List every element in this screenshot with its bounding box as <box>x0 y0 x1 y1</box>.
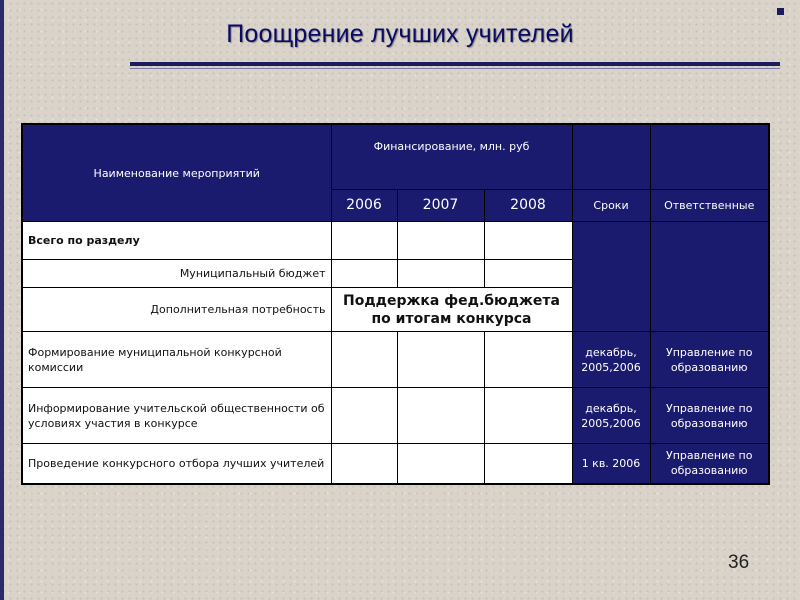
table-row-selection <box>22 444 769 484</box>
cell-total-2006 <box>331 222 397 260</box>
cell-commission-deadline: декабрь, 2005,2006 <box>572 332 650 388</box>
table-header-row <box>22 124 769 189</box>
title-underline <box>130 62 780 66</box>
cell-informing-responsible: Управление по образованию <box>650 388 769 444</box>
left-accent-bar <box>0 0 4 600</box>
header-name: Наименование мероприятий <box>22 124 331 222</box>
table-row-informing <box>22 388 769 444</box>
cell-total-2008 <box>484 222 572 260</box>
cell-selection-2006 <box>331 444 397 484</box>
corner-square <box>777 8 784 15</box>
header-year-2006: 2006 <box>331 189 397 221</box>
table-row-commission <box>22 332 769 388</box>
events-table <box>21 123 770 485</box>
row-total-label: Всего по разделу <box>22 222 331 260</box>
cell-municipal-2008 <box>484 260 572 288</box>
title-underline-thin <box>130 68 780 69</box>
header-responsible: Ответственные <box>650 189 769 221</box>
cell-responsible-merged <box>650 222 769 332</box>
cell-selection-2007 <box>397 444 484 484</box>
header-empty-2 <box>650 124 769 189</box>
slide-title: Поощрение лучших учителей <box>226 20 574 48</box>
cell-informing-2006 <box>331 388 397 444</box>
row-municipal-label: Муниципальный бюджет <box>22 260 331 288</box>
cell-informing-deadline: декабрь, 2005,2006 <box>572 388 650 444</box>
cell-informing-2007 <box>397 388 484 444</box>
header-deadlines: Сроки <box>572 189 650 221</box>
cell-selection-2008 <box>484 444 572 484</box>
row-additional-label: Дополнительная потребность <box>22 288 331 332</box>
support-note: Поддержка фед.бюджета по итогам конкурса <box>331 288 572 332</box>
cell-commission-2007 <box>397 332 484 388</box>
header-empty-1 <box>572 124 650 189</box>
cell-informing-2008 <box>484 388 572 444</box>
header-year-2007: 2007 <box>397 189 484 221</box>
cell-total-2007 <box>397 222 484 260</box>
cell-selection-responsible: Управление по образованию <box>650 444 769 484</box>
cell-commission-responsible: Управление по образованию <box>650 332 769 388</box>
cell-deadlines-merged <box>572 222 650 332</box>
table-row-total <box>22 222 769 260</box>
row-informing-label: Информирование учительской общественности об условиях участия в конкурсе <box>22 388 331 444</box>
cell-municipal-2006 <box>331 260 397 288</box>
cell-commission-2008 <box>484 332 572 388</box>
cell-commission-2006 <box>331 332 397 388</box>
row-commission-label: Формирование муниципальной конкурсной комиссии <box>22 332 331 388</box>
header-year-2008: 2008 <box>484 189 572 221</box>
page-number: 36 <box>728 552 750 573</box>
header-financing: Финансирование, млн. руб <box>331 124 572 189</box>
row-selection-label: Проведение конкурсного отбора лучших учителей <box>22 444 331 484</box>
cell-selection-deadline: 1 кв. 2006 <box>572 444 650 484</box>
cell-municipal-2007 <box>397 260 484 288</box>
